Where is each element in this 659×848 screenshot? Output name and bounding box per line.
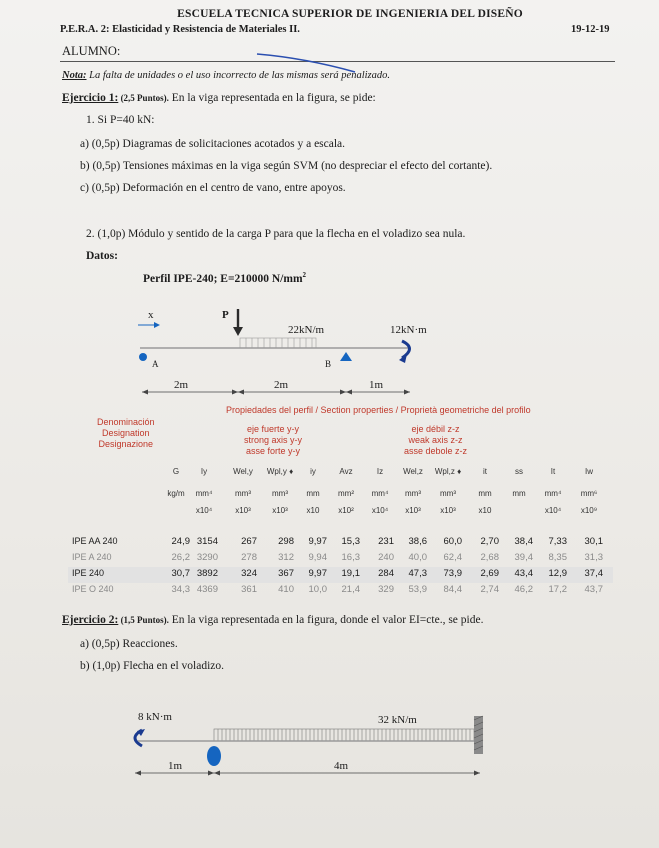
row-cell: 410	[278, 584, 294, 595]
row-cell: 53,9	[408, 584, 427, 595]
props-title: Propiedades del perfil / Section properties / Proprietà geometriche del profilo	[226, 405, 531, 415]
col-unit-7: mm³	[405, 489, 421, 498]
denom-en: Designation	[102, 428, 150, 438]
ex2-item-b: b) (1,0p) Flecha en el voladizo.	[80, 660, 225, 672]
row-cell: 298	[278, 536, 294, 547]
col-header-7: Wel,z	[403, 467, 423, 476]
fig2-moment-label: 8 kN·m	[138, 711, 172, 723]
profile-sup: 2	[302, 271, 307, 279]
weak-en: weak axis z-z	[408, 435, 463, 445]
col-unit-12: mm⁶	[580, 489, 598, 498]
col-mult-3: x10³	[272, 506, 288, 515]
row-cell: 9,97	[308, 536, 327, 547]
col-unit-2: mm³	[235, 489, 251, 498]
exercise-2-points: (1,5 Puntos).	[118, 615, 169, 625]
school-title: ESCUELA TECNICA SUPERIOR DE INGENIERIA DEL DISEÑO	[177, 8, 523, 20]
row-cell: 30,7	[171, 568, 190, 579]
col-mult-11: x10⁴	[544, 506, 562, 515]
dim-label-3: 1m	[369, 379, 384, 391]
row-cell: 84,4	[443, 584, 462, 595]
col-mult-2: x10³	[235, 506, 251, 515]
support-b-label: B	[325, 359, 332, 369]
col-header-9: it	[483, 467, 487, 476]
row-cell: 47,3	[408, 568, 427, 579]
col-header-4: iy	[310, 467, 316, 476]
row-cell: 62,4	[443, 552, 462, 563]
row-cell: 2,69	[480, 568, 499, 579]
col-unit-4: mm	[306, 489, 320, 498]
ex1-item-a: a) (0,5p) Diagramas de solicitaciones acotados y a escala.	[80, 138, 346, 150]
row-cell: 24,9	[171, 536, 190, 547]
exercise-2-label: Ejercicio 2:	[62, 614, 119, 626]
moment-label: 12kN·m	[390, 324, 427, 336]
strong-it: asse forte y-y	[246, 446, 301, 456]
col-header-10: ss	[515, 467, 523, 476]
col-unit-3: mm³	[272, 489, 288, 498]
col-mult-6: x10⁴	[371, 506, 389, 515]
ex1-question-1: 1. Si P=40 kN:	[86, 114, 155, 126]
col-unit-8: mm³	[440, 489, 456, 498]
p-load-label: P	[222, 309, 229, 321]
col-unit-11: mm⁴	[544, 489, 562, 498]
weak-es: eje débil z-z	[411, 424, 460, 434]
col-unit-5: mm²	[338, 489, 354, 498]
row-cell: 284	[378, 568, 394, 579]
row-cell: 3154	[196, 536, 218, 547]
col-unit-1: mm⁴	[195, 489, 213, 498]
row-designation: IPE 240	[72, 568, 105, 578]
data-heading: Datos:	[86, 250, 118, 262]
strong-en: strong axis y-y	[244, 435, 303, 445]
subject-title: P.E.R.A. 2: Elasticidad y Resistencia de Materiales II.	[60, 24, 300, 35]
ex1-item-b: b) (0,5p) Tensiones máximas en la viga según SVM (no despreciar el efecto del cortante).	[80, 160, 493, 172]
col-header-12: Iw	[585, 467, 593, 476]
row-cell: 73,9	[443, 568, 462, 579]
exam-date: 19-12-19	[571, 24, 610, 35]
row-designation: IPE AA 240	[72, 536, 118, 546]
ex1-item-c: c) (0,5p) Deformación en el centro de vano, entre apoyos.	[80, 182, 346, 194]
row-cell: 37,4	[584, 568, 603, 579]
row-cell: 7,33	[548, 536, 567, 547]
row-cell: 26,2	[171, 552, 190, 563]
denom-es: Denominación	[97, 417, 155, 427]
support-a-label: A	[152, 359, 159, 369]
row-cell: 361	[241, 584, 257, 595]
row-cell: 2,70	[480, 536, 499, 547]
note-label: Nota:	[62, 70, 87, 81]
row-cell: 4369	[196, 584, 218, 595]
row-cell: 231	[378, 536, 394, 547]
row-cell: 43,7	[584, 584, 603, 595]
row-cell: 38,6	[408, 536, 427, 547]
row-cell: 9,97	[308, 568, 327, 579]
row-cell: 3290	[196, 552, 218, 563]
row-cell: 60,0	[443, 536, 462, 547]
row-cell: 39,4	[514, 552, 533, 563]
row-cell: 16,3	[341, 552, 360, 563]
denom-it: Designazione	[98, 439, 154, 449]
dim-label-2: 2m	[274, 379, 289, 391]
row-cell: 10,0	[308, 584, 327, 595]
col-mult-9: x10	[478, 506, 492, 515]
row-cell: 15,3	[341, 536, 360, 547]
fig2-dim-2: 4m	[334, 760, 349, 772]
dim-label-1: 2m	[174, 379, 189, 391]
row-cell: 17,2	[548, 584, 567, 595]
row-cell: 324	[241, 568, 257, 579]
exercise-2-text: En la viga representada en la figura, donde el valor EI=cte., se pide.	[168, 614, 484, 626]
row-cell: 240	[378, 552, 394, 563]
col-mult-8: x10³	[440, 506, 456, 515]
row-cell: 3892	[196, 568, 218, 579]
row-cell: 9,94	[308, 552, 327, 563]
row-cell: 2,74	[480, 584, 499, 595]
student-label: ALUMNO:	[62, 44, 121, 58]
row-designation: IPE O 240	[72, 584, 114, 594]
fig2-dist-load-label: 32 kN/m	[378, 714, 417, 726]
dist-load-label: 22kN/m	[288, 324, 325, 336]
col-mult-12: x10⁹	[580, 506, 598, 515]
row-cell: 329	[378, 584, 394, 595]
strong-es: eje fuerte y-y	[247, 424, 300, 434]
col-mult-5: x10²	[338, 506, 354, 515]
profile-text: Perfil IPE-240; E=210000 N/mm	[143, 272, 303, 285]
x-axis-label: x	[148, 309, 154, 321]
col-mult-1: x10⁴	[195, 506, 213, 515]
row-cell: 30,1	[584, 536, 603, 547]
col-header-5: Avz	[339, 467, 353, 476]
fig2-support-pin	[207, 746, 221, 766]
ex1-question-2: 2. (1,0p) Módulo y sentido de la carga P para que la flecha en el voladizo sea nula.	[86, 228, 466, 240]
note-text: La falta de unidades o el uso incorrecto de las mismas será penalizado.	[86, 70, 391, 81]
row-cell: 278	[241, 552, 257, 563]
col-mult-7: x10³	[405, 506, 421, 515]
col-header-2: Wel,y	[233, 467, 253, 476]
row-cell: 312	[278, 552, 294, 563]
row-cell: 46,2	[514, 584, 533, 595]
col-header-1: Iy	[200, 467, 208, 476]
row-cell: 2,68	[480, 552, 499, 563]
row-cell: 367	[278, 568, 294, 579]
row-cell: 31,3	[584, 552, 603, 563]
col-unit-6: mm⁴	[371, 489, 389, 498]
col-header-8: Wpl,z ♦	[434, 467, 462, 476]
row-cell: 34,3	[171, 584, 190, 595]
col-header-3: Wpl,y ♦	[266, 467, 294, 476]
col-header-0: G	[172, 467, 180, 476]
row-cell: 19,1	[341, 568, 360, 579]
col-unit-9: mm	[478, 489, 492, 498]
col-mult-4: x10	[306, 506, 320, 515]
exercise-1-text: En la viga representada en la figura, se pide:	[168, 92, 376, 104]
row-cell: 12,9	[548, 568, 567, 579]
fig2-dim-1: 1m	[168, 760, 183, 772]
row-cell: 40,0	[408, 552, 427, 563]
ex2-item-a: a) (0,5p) Reacciones.	[80, 638, 178, 650]
col-header-11: It	[550, 467, 556, 476]
exercise-1-label: Ejercicio 1:	[62, 92, 119, 104]
row-cell: 267	[241, 536, 257, 547]
weak-it: asse debole z-z	[404, 446, 468, 456]
row-designation: IPE A 240	[72, 552, 112, 562]
col-unit-10: mm	[512, 489, 526, 498]
row-cell: 8,35	[548, 552, 567, 563]
col-unit-0: kg/m	[167, 489, 185, 498]
exercise-1-points: (2,5 Puntos).	[118, 93, 169, 103]
row-cell: 38,4	[514, 536, 533, 547]
col-header-6: Iz	[376, 467, 384, 476]
row-cell: 21,4	[341, 584, 360, 595]
row-cell: 43,4	[514, 568, 533, 579]
